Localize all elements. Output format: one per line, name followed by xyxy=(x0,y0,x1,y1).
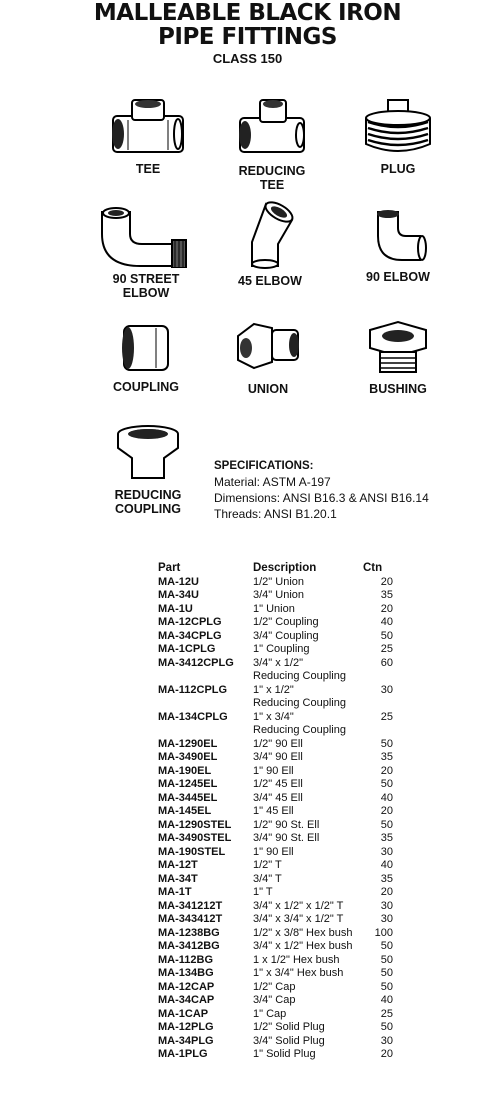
part-description: 3/4" x 1/2" xyxy=(253,656,304,669)
table-row xyxy=(158,643,393,657)
fitting-45-elbow xyxy=(210,200,330,288)
part-number: MA-1290STEL xyxy=(158,818,232,831)
part-description: 3/4" Union xyxy=(253,589,304,601)
specifications-heading: SPECIFICATIONS: xyxy=(214,460,314,472)
table-row xyxy=(158,684,393,698)
table-row xyxy=(158,616,393,630)
part-description: Reducing Coupling xyxy=(253,670,346,682)
carton-qty: 40 xyxy=(380,859,393,871)
fitting-90-street-elbow xyxy=(86,204,206,300)
fitting-coupling xyxy=(86,320,206,394)
part-number: MA-3490STEL xyxy=(158,832,232,844)
table-row xyxy=(158,886,393,900)
90-elbow-icon xyxy=(358,206,438,266)
table-row xyxy=(158,670,393,684)
part-description: 1" x 3/4" Hex bush xyxy=(253,967,344,979)
carton-qty xyxy=(363,724,393,738)
reducing-coupling-icon xyxy=(108,424,188,484)
part-number: MA-134BG xyxy=(158,967,214,979)
part-description: 1" 45 Ell xyxy=(253,805,294,817)
fitting-label: COUPLING xyxy=(113,380,179,394)
table-row xyxy=(158,792,393,806)
bushing-icon xyxy=(358,318,438,378)
carton-qty: 20 xyxy=(380,1048,393,1060)
carton-qty: 60 xyxy=(380,656,393,669)
carton-qty: 30 xyxy=(380,913,393,925)
table-row xyxy=(158,724,393,738)
table-row xyxy=(158,846,393,860)
table-header-row xyxy=(158,562,393,576)
parts-table xyxy=(158,562,393,1062)
reducing-tee-icon xyxy=(232,96,312,160)
fitting-label: 90 STREET ELBOW xyxy=(112,272,180,300)
carton-qty: 50 xyxy=(380,778,393,790)
part-description: 3/4" x 3/4" x 1/2" T xyxy=(253,913,344,925)
part-number: MA-1245EL xyxy=(158,778,218,790)
carton-qty: 50 xyxy=(380,818,393,831)
carton-qty: 100 xyxy=(374,926,393,939)
table-row xyxy=(158,738,393,752)
part-number: MA-343412T xyxy=(158,913,223,925)
part-number: MA-12CAP xyxy=(158,980,215,993)
part-description: 1/2" 90 St. Ell xyxy=(253,818,320,831)
part-description: 1" Union xyxy=(253,602,295,615)
table-row xyxy=(158,913,393,927)
header-description: Description xyxy=(253,562,317,574)
part-number: MA-34CPLG xyxy=(158,629,222,642)
part-number: MA-3445EL xyxy=(158,791,218,804)
carton-qty: 35 xyxy=(380,872,393,885)
part-description: 1" Solid Plug xyxy=(253,1048,316,1060)
part-number: MA-12T xyxy=(158,859,198,871)
table-row xyxy=(158,981,393,995)
table-row xyxy=(158,657,393,671)
fitting-label: 90 ELBOW xyxy=(366,270,430,284)
part-description: 3/4" 90 St. Ell xyxy=(253,832,320,844)
part-description: 1/2" T xyxy=(253,859,282,871)
part-number: MA-12PLG xyxy=(158,1021,214,1033)
carton-qty: 25 xyxy=(380,1007,393,1020)
title-line-2: PIPE FITTINGS xyxy=(158,24,337,50)
fitting-label: UNION xyxy=(247,382,289,396)
fitting-label: TEE xyxy=(135,162,161,176)
fitting-tee xyxy=(88,98,208,176)
carton-qty: 20 xyxy=(380,805,393,817)
plug-icon xyxy=(358,98,438,158)
carton-qty: 20 xyxy=(380,575,393,588)
part-description: 3/4" x 1/2" x 1/2" T xyxy=(253,899,344,912)
carton-qty: 50 xyxy=(380,1021,393,1033)
part-number xyxy=(158,724,253,738)
part-number xyxy=(158,670,253,684)
table-row xyxy=(158,954,393,968)
table-row xyxy=(158,751,393,765)
part-number: MA-112BG xyxy=(158,953,214,966)
table-row xyxy=(158,1021,393,1035)
table-row xyxy=(158,1008,393,1022)
part-description: Reducing Coupling xyxy=(253,724,346,736)
carton-qty: 50 xyxy=(380,953,393,966)
coupling-icon xyxy=(106,320,186,376)
table-row xyxy=(158,819,393,833)
carton-qty xyxy=(363,697,393,711)
part-description: 1/2" Solid Plug xyxy=(253,1021,325,1033)
part-number: MA-12U xyxy=(158,575,199,588)
part-number: MA-1T xyxy=(158,886,192,898)
fitting-reducing-tee xyxy=(212,96,332,192)
part-number: MA-34CAP xyxy=(158,994,215,1006)
part-description: 1/2" 90 Ell xyxy=(253,737,303,750)
table-row xyxy=(158,1035,393,1049)
fitting-label: PLUG xyxy=(380,162,416,176)
part-description: 3/4" Cap xyxy=(253,994,296,1006)
part-description: 1/2" Union xyxy=(253,575,304,588)
carton-qty: 30 xyxy=(380,845,393,858)
part-number: MA-341212T xyxy=(158,899,223,912)
part-number: MA-3412BG xyxy=(158,940,220,952)
table-row xyxy=(158,832,393,846)
carton-qty: 50 xyxy=(380,940,393,952)
part-number: MA-190STEL xyxy=(158,845,226,858)
table-row xyxy=(158,873,393,887)
fitting-reducing-coupling xyxy=(88,424,208,516)
table-row xyxy=(158,603,393,617)
carton-qty: 50 xyxy=(380,980,393,993)
carton-qty: 25 xyxy=(380,643,393,655)
table-row xyxy=(158,697,393,711)
table-row xyxy=(158,927,393,941)
carton-qty: 20 xyxy=(380,602,393,615)
table-row xyxy=(158,940,393,954)
part-number: MA-190EL xyxy=(158,764,212,777)
part-description: 3/4" 45 Ell xyxy=(253,791,303,804)
carton-qty: 35 xyxy=(380,589,393,601)
part-description: 1" Cap xyxy=(253,1007,287,1020)
header-part: Part xyxy=(158,562,181,574)
part-number: MA-145EL xyxy=(158,805,212,817)
part-description: Reducing Coupling xyxy=(253,697,346,709)
part-number: MA-1U xyxy=(158,602,193,615)
tee-icon xyxy=(108,98,188,158)
part-number: MA-112CPLG xyxy=(158,683,228,696)
part-description: 3/4" T xyxy=(253,872,282,885)
part-description: 3/4" 90 Ell xyxy=(253,751,303,763)
table-row xyxy=(158,589,393,603)
part-description: 1" 90 Ell xyxy=(253,845,294,858)
part-description: 1" Coupling xyxy=(253,643,310,655)
part-description: 1/2" 45 Ell xyxy=(253,778,303,790)
carton-qty: 20 xyxy=(380,764,393,777)
part-number: MA-12CPLG xyxy=(158,616,222,628)
90-street-elbow-icon xyxy=(96,204,196,268)
header-ctn: Ctn xyxy=(363,562,383,574)
table-row xyxy=(158,805,393,819)
table-row xyxy=(158,576,393,590)
carton-qty: 50 xyxy=(380,737,393,750)
union-icon xyxy=(228,316,308,378)
fitting-union xyxy=(208,316,328,396)
table-row xyxy=(158,994,393,1008)
fitting-plug xyxy=(338,98,458,176)
part-description: 1/2" Cap xyxy=(253,980,296,993)
fitting-90-elbow xyxy=(338,206,458,284)
part-number xyxy=(158,697,253,711)
fitting-label: BUSHING xyxy=(369,382,427,396)
part-number: MA-134CPLG xyxy=(158,710,228,723)
part-number: MA-34U xyxy=(158,589,199,601)
table-row xyxy=(158,967,393,981)
part-description: 1" x 1/2" xyxy=(253,683,294,696)
table-row xyxy=(158,859,393,873)
spec-dimensions: Dimensions: ANSI B16.3 & ANSI B16.14 xyxy=(214,491,429,505)
part-description: 1" 90 Ell xyxy=(253,764,294,777)
fitting-label: REDUCING COUPLING xyxy=(114,488,182,516)
part-description: 1/2" x 3/8" Hex bush xyxy=(253,926,353,939)
specifications xyxy=(214,458,429,522)
subtitle: CLASS 150 xyxy=(212,51,283,66)
part-description: 1/2" Coupling xyxy=(253,616,319,628)
part-description: 1" T xyxy=(253,886,273,898)
part-description: 3/4" Solid Plug xyxy=(253,1034,325,1047)
table-row xyxy=(158,711,393,725)
part-number: MA-1CAP xyxy=(158,1007,209,1020)
part-description: 3/4" x 1/2" Hex bush xyxy=(253,940,353,952)
carton-qty: 30 xyxy=(380,899,393,912)
fitting-bushing xyxy=(338,318,458,396)
carton-qty: 40 xyxy=(380,616,393,628)
part-description: 3/4" Coupling xyxy=(253,629,319,642)
part-description: 1" x 3/4" xyxy=(253,710,294,723)
fitting-label: REDUCING TEE xyxy=(238,164,306,192)
carton-qty: 30 xyxy=(380,1034,393,1047)
part-description: 1 x 1/2" Hex bush xyxy=(253,953,340,966)
carton-qty: 20 xyxy=(380,886,393,898)
spec-material: Material: ASTM A-197 xyxy=(214,475,331,489)
45-elbow-icon xyxy=(230,200,310,270)
part-number: MA-1238BG xyxy=(158,926,220,939)
part-number: MA-1290EL xyxy=(158,737,218,750)
part-number: MA-1PLG xyxy=(158,1048,208,1060)
part-number: MA-1CPLG xyxy=(158,643,216,655)
carton-qty: 50 xyxy=(380,629,393,642)
carton-qty: 40 xyxy=(380,791,393,804)
carton-qty: 40 xyxy=(380,994,393,1006)
carton-qty: 35 xyxy=(380,832,393,844)
title-line-1: MALLEABLE BLACK IRON xyxy=(93,0,402,26)
part-number: MA-34T xyxy=(158,872,198,885)
table-row xyxy=(158,765,393,779)
carton-qty: 50 xyxy=(380,967,393,979)
table-row xyxy=(158,1048,393,1062)
fitting-label: 45 ELBOW xyxy=(238,274,302,288)
part-number: MA-3412CPLG xyxy=(158,656,234,669)
part-number: MA-3490EL xyxy=(158,751,218,763)
carton-qty: 35 xyxy=(380,751,393,763)
carton-qty xyxy=(363,670,393,684)
table-row xyxy=(158,900,393,914)
table-row xyxy=(158,778,393,792)
table-row xyxy=(158,630,393,644)
carton-qty: 30 xyxy=(380,683,393,696)
spec-threads: Threads: ANSI B1.20.1 xyxy=(214,507,337,521)
carton-qty: 25 xyxy=(380,710,393,723)
part-number: MA-34PLG xyxy=(158,1034,214,1047)
